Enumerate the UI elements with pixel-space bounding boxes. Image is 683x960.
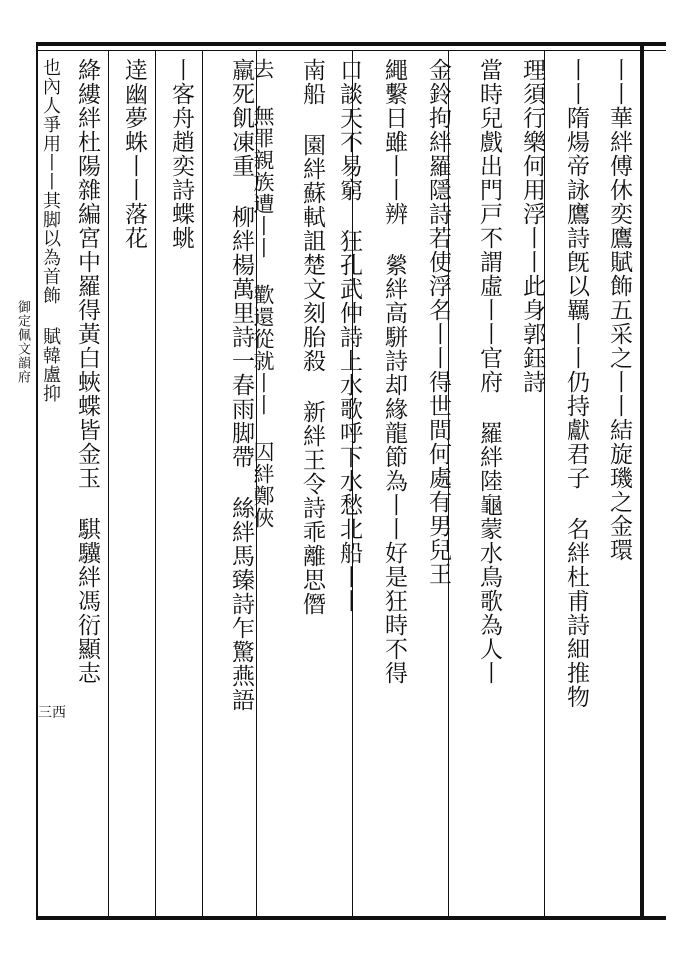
text-column-5: 金鈴拘絆羅隱詩若使浮名丨丨得世間何處有男兒王 xyxy=(425,58,451,586)
text-column-11: 羸死飢凍重 柳絆楊萬里詩一春雨脚帶 絲絆馬臻詩乍驚燕語 xyxy=(228,58,254,712)
text-column-15: 絳縷絆杜陽雜編宮中羅得黃白蛺蝶皆金玉 騏驥絆馮衍顯志 xyxy=(74,58,100,685)
page-number: 三西 xyxy=(38,705,66,721)
text-column-16: 也內人爭用丨丨其脚以為首飾 賦韓盧抑 xyxy=(40,58,61,403)
column-divider xyxy=(155,50,156,916)
margin-chapter-label: 御定佩文韻府 xyxy=(15,300,30,384)
bottom-border xyxy=(36,916,666,920)
top-inner-border xyxy=(36,50,666,51)
text-column-1: 丨丨華絆傅休奕鷹賦飾五采之丨丨結旋璣之金環 xyxy=(606,58,632,562)
text-column-13: 丨客舟趙奕詩蝶䖴 xyxy=(168,58,194,250)
text-column-4: 當時兒戲出門戸不謂虛丨丨官府 羅絆陸龜蒙水鳥歌為人丨 xyxy=(476,58,502,685)
left-border xyxy=(36,42,38,920)
text-column-8: 口談天不易窮 狂孔武仲詩上水歌呼下水愁北船丨丨 xyxy=(336,58,362,613)
text-column-10: 去 無罪親族遭丨丨 歡還從就丨丨 囚絆鄭俠 xyxy=(251,58,275,529)
text-column-9: 南船 園絆蘇軾詛楚文刻胎殺 新絆王令詩乖離思僭 xyxy=(299,58,325,616)
text-column-14: 逹幽夢蛛丨丨落花 xyxy=(121,58,147,250)
top-border xyxy=(36,42,666,46)
text-column-2: 丨丨隋煬帝詠鷹詩旣以羈丨丨仍持獻君子 名絆杜甫詩細推物 xyxy=(563,58,589,709)
column-divider xyxy=(108,50,109,916)
right-border xyxy=(640,42,644,920)
text-column-7: 繩繫日雖丨丨辨 縈絆高駢詩却緣龍節為丨丨好是狂時不得 xyxy=(381,58,407,685)
text-column-3: 理須行樂何用浮丨丨此身郭鈺詩 xyxy=(519,58,545,394)
